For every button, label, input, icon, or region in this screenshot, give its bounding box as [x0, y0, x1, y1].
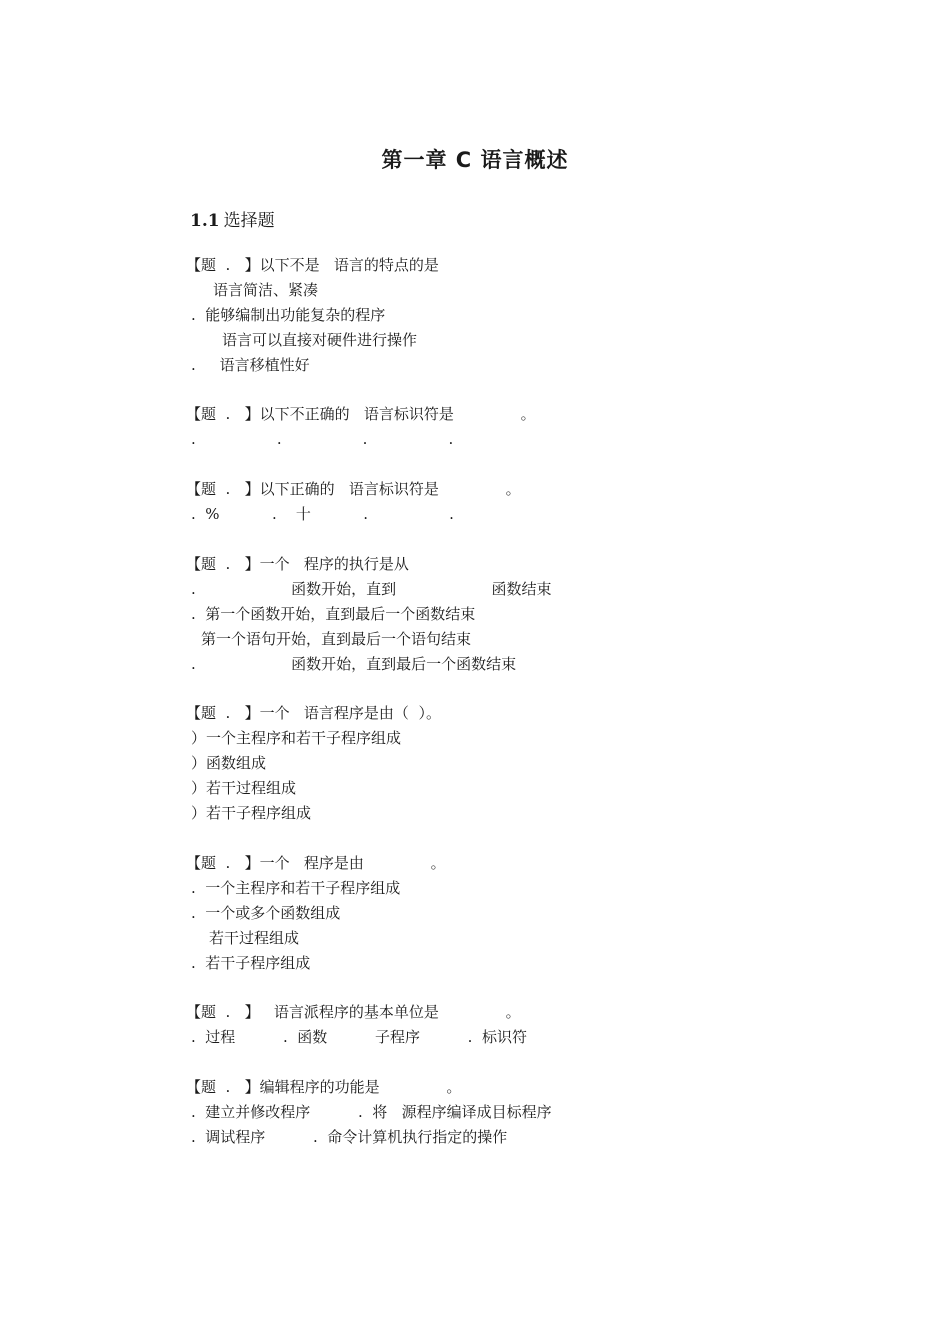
chapter-title: 第一章 C 语言概述 — [381, 148, 569, 172]
question-1-option-b: . 能够编制出功能复杂的程序 — [191, 306, 386, 324]
question-1-option-d: . 语言移植性好 — [191, 356, 310, 374]
section-title — [190, 206, 275, 231]
question-5-option-d: ）若干子程序组成 — [191, 804, 312, 822]
question-5-stem: 【题 . 】一个 语言程序是由（ ）。 — [186, 704, 441, 722]
question-2-stem: 【题 . 】以下不正确的 语言标识符是 。 — [186, 405, 536, 423]
question-4-option-c: 第一个语句开始，直到最后一个语句结束 — [201, 630, 472, 648]
question-6-stem: 【题 . 】一个 程序是由 。 — [186, 854, 446, 872]
question-6-option-b: . 一个或多个函数组成 — [191, 904, 341, 922]
question-1-stem: 【题 . 】以下不是 语言的特点的是 — [186, 256, 439, 274]
question-4-option-a: . 函数开始，直到 函数结束 — [191, 580, 552, 598]
question-5-option-b: ）函数组成 — [191, 754, 267, 772]
question-7-options: . 过程 . 函数 子程序 . 标识符 — [191, 1028, 527, 1046]
question-5-option-a: ）一个主程序和若干子程序组成 — [191, 729, 402, 747]
question-2-options: . . . . — [191, 430, 454, 448]
question-6-option-c: 若干过程组成 — [209, 929, 300, 947]
section-number: 1.1 — [190, 211, 220, 231]
question-5-option-c: ）若干过程组成 — [191, 779, 297, 797]
question-3-stem: 【题 . 】以下正确的 语言标识符是 。 — [186, 480, 521, 498]
section-label: 选择题 — [223, 211, 275, 231]
question-8-options-row-1: . 建立并修改程序 . 将 源程序编译成目标程序 — [191, 1103, 552, 1121]
question-7-stem: 【题 . 】 语言派程序的基本单位是 。 — [186, 1003, 521, 1021]
question-4-option-d: . 函数开始，直到最后一个函数结束 — [191, 655, 517, 673]
question-4-option-b: . 第一个函数开始，直到最后一个函数结束 — [191, 605, 476, 623]
question-8-options-row-2: . 调试程序 . 命令计算机执行指定的操作 — [191, 1128, 508, 1146]
question-1-option-c: 语言可以直接对硬件进行操作 — [222, 331, 418, 349]
question-1-option-a: 语言简洁、紧凑 — [213, 281, 319, 299]
question-3-options: . % . 十 . . — [191, 505, 454, 523]
question-6-option-a: . 一个主程序和若干子程序组成 — [191, 879, 401, 897]
question-6-option-d: . 若干子程序组成 — [191, 954, 311, 972]
question-4-stem: 【题 . 】一个 程序的执行是从 — [186, 555, 409, 573]
question-8-stem: 【题 . 】编辑程序的功能是 。 — [186, 1078, 462, 1096]
